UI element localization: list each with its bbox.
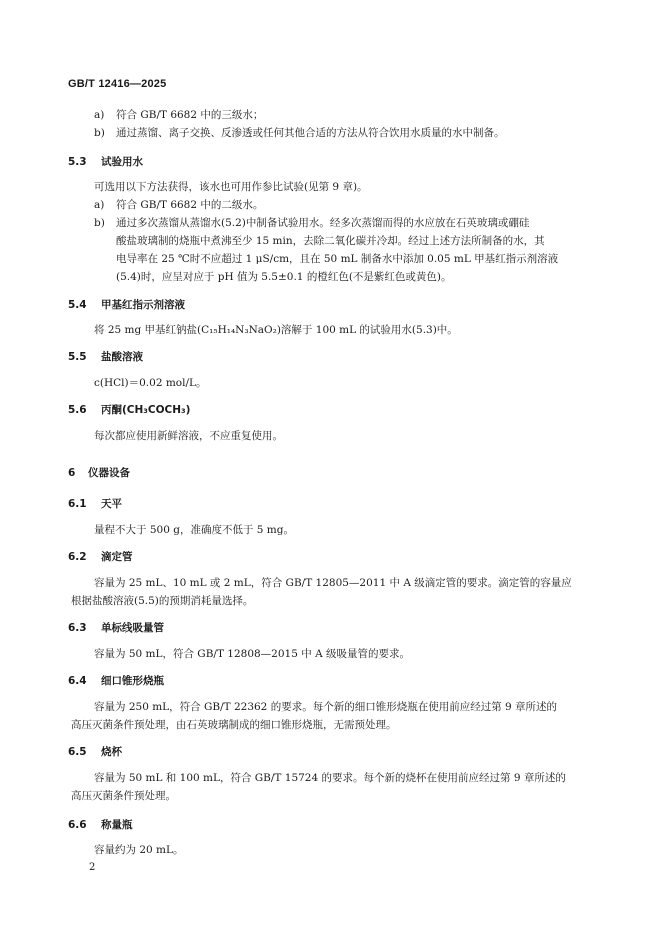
section-heading-6-1 [68,497,122,511]
section-heading-6-4 [68,674,164,688]
section-title: 烧杯 [101,746,122,758]
list-marker: a) [94,109,105,121]
section-title: 滴定管 [101,551,133,563]
section-number: 6.2 [68,551,87,563]
section-heading-6-2 [68,550,133,564]
page-number: 2 [89,862,96,873]
section-heading-5-5 [68,350,143,364]
section-title: 单标线吸量管 [101,622,164,634]
section-number: 6.3 [68,622,87,634]
list-item-line: (5.4)时，应呈对应于 pH 值为 5.5±0.1 的橙红色(不是紫红色或黄色)。 [116,271,452,283]
paragraph: 将 25 mg 甲基红钠盐(C₁₅H₁₄N₃NaO₂)溶解于 100 mL 的试验用水(5.3)中。 [94,324,458,336]
section-number: 6.1 [68,498,87,510]
section-title: 试验用水 [101,156,143,168]
section-title: 甲基红指示剂溶液 [101,299,185,311]
paragraph: 可选用以下方法获得，该水也可用作参比试验(见第 9 章)。 [94,181,368,193]
standard-number: GB/T 12416—2025 [68,78,167,90]
list-item-line: 通过多次蒸馏从蒸馏水(5.2)中制备试验用水。经多次蒸馏而得的水应放在石英玻璃或硼硅 [116,217,530,229]
section-number: 5.3 [68,156,87,168]
chapter-heading-6 [68,466,130,480]
list-item-text: 符合 GB/T 6682 中的三级水； [116,109,264,121]
section-heading-5-4 [68,298,185,312]
paragraph-line: 根据盐酸溶液(5.5)的预期消耗量选择。 [71,595,254,607]
list-item-text: 符合 GB/T 6682 中的二级水。 [116,199,264,211]
list-marker: b) [94,127,105,139]
list-marker: a) [94,199,105,211]
section-title: 盐酸溶液 [101,351,143,363]
paragraph: 量程不大于 500 g，准确度不低于 5 mg。 [94,524,294,536]
paragraph-line: 高压灭菌条件预处理。 [71,790,176,802]
paragraph-line: 高压灭菌条件预处理，由石英玻璃制成的细口锥形烧瓶，无需预处理。 [71,719,397,731]
list-item-line: 电导率在 25 ℃时不应超过 1 μS/cm，且在 50 mL 制备水中添加 0.05 mL 甲基红指示剂溶液 [116,253,559,265]
section-number: 6.6 [68,819,87,831]
chapter-number: 6 [68,467,76,479]
section-heading-6-5 [68,745,122,759]
paragraph-line: 容量为 25 mL、10 mL 或 2 mL，符合 GB/T 12805—2011 中 A 级滴定管的要求。滴定管的容量应 [94,577,572,589]
list-marker: b) [94,217,105,229]
section-title: 细口锥形烧瓶 [101,675,164,687]
section-heading-6-6 [68,818,133,832]
section-heading-5-3 [68,155,143,169]
paragraph: 每次都应使用新鲜溶液，不应重复使用。 [94,430,283,442]
section-title: 称量瓶 [101,819,133,831]
section-number: 5.6 [68,404,87,416]
section-title: 天平 [101,498,122,510]
section-number: 6.5 [68,746,87,758]
paragraph-line: 容量为 250 mL，符合 GB/T 22362 的要求。每个新的细口锥形烧瓶在使用前应经过第 9 章所述的 [94,701,558,713]
list-item-line: 酸盐玻璃制的烧瓶中煮沸至少 15 min，去除二氧化碳并冷却。经过上述方法所制备的水，其 [116,235,545,247]
paragraph-line: 容量为 50 mL 和 100 mL，符合 GB/T 15724 的要求。每个新的烧杯在使用前应经过第 9 章所述的 [94,772,566,784]
section-number: 5.5 [68,351,87,363]
section-title: 丙酮(CH₃COCH₃) [101,404,191,416]
section-heading-6-3 [68,621,164,635]
section-number: 5.4 [68,299,87,311]
section-heading-5-6 [68,403,190,417]
list-item-text: 通过蒸馏、离子交换、反渗透或任何其他合适的方法从符合饮用水质量的水中制备。 [116,127,505,139]
paragraph: 容量为 50 mL，符合 GB/T 12808—2015 中 A 级吸量管的要求。 [94,648,411,660]
section-number: 6.4 [68,675,87,687]
chapter-title: 仪器设备 [88,467,130,479]
paragraph: 容量约为 20 mL。 [94,844,184,856]
paragraph: c(HCl)＝0.02 mol/L。 [94,377,207,389]
